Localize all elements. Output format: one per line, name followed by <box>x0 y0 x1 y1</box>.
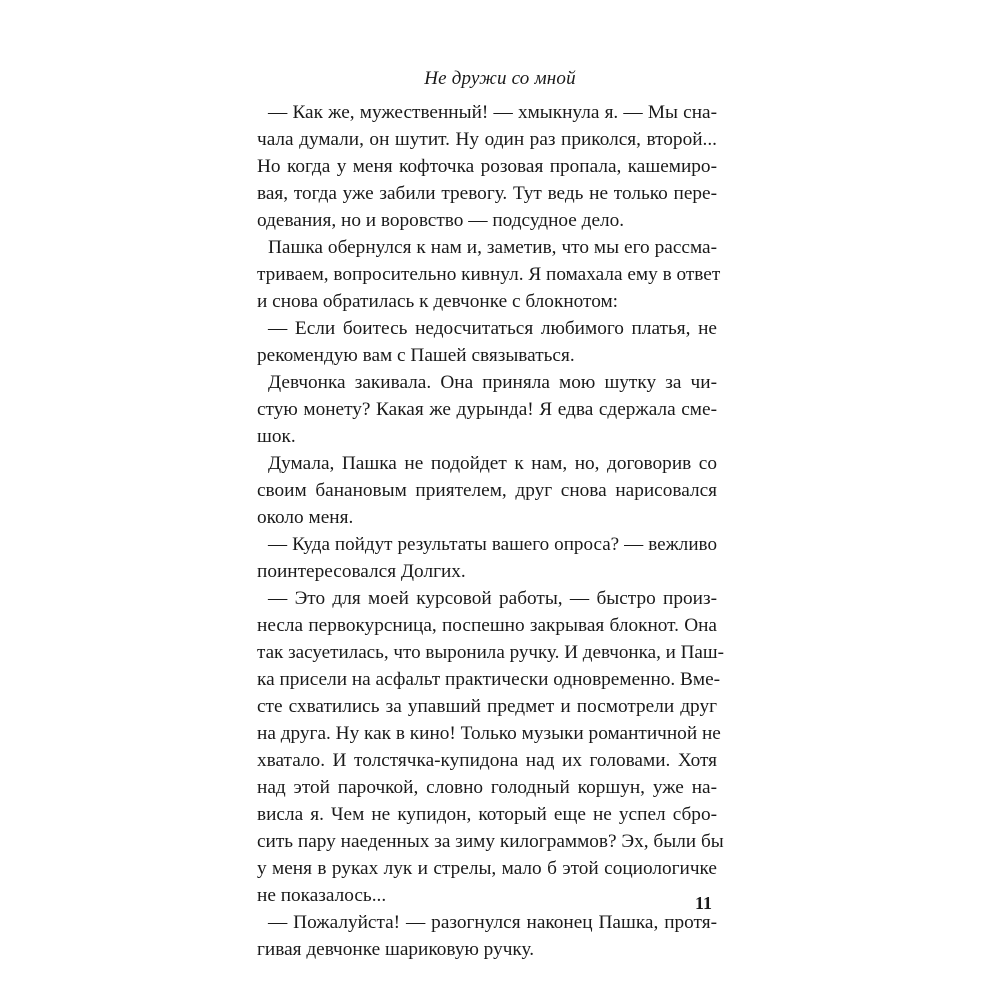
text-line: Но когда у меня кофточка розовая пропала, кашемиро- <box>257 156 717 177</box>
text-line: около меня. <box>257 507 354 528</box>
text-line: так засуетилась, что выронила ручку. И девчонка, и Паш- <box>257 642 724 663</box>
text-line: чала думали, он шутит. Ну один раз приколся, второй... <box>257 129 717 150</box>
text-line: — Если боитесь недосчитаться любимого платья, не <box>268 318 717 339</box>
text-line: не показалось... <box>257 885 387 906</box>
text-line: Думала, Пашка не подойдет к нам, но, договорив со <box>268 453 717 474</box>
text-line: — Как же, мужественный! — хмыкнула я. — Мы сна- <box>268 102 717 123</box>
text-line: на друга. Ну как в кино! Только музыки романтичной не <box>257 723 721 744</box>
text-line: рекомендую вам с Пашей связываться. <box>257 345 575 366</box>
text-line: гивая девчонке шариковую ручку. <box>257 939 535 960</box>
text-line: — Это для моей курсовой работы, — быстро произ- <box>268 588 717 609</box>
text-line: одевания, но и воровство — подсудное дело. <box>257 210 625 231</box>
text-line: своим банановым приятелем, друг снова нарисовался <box>257 480 717 501</box>
text-line: шок. <box>257 426 296 447</box>
text-line: вая, тогда уже забили тревогу. Тут ведь не только пере- <box>257 183 717 204</box>
text-line: сте схватились за упавший предмет и посмотрели друг <box>257 696 717 717</box>
text-line: — Пожалуйста! — разогнулся наконец Пашка, протя- <box>268 912 717 933</box>
text-line: — Куда пойдут результаты вашего опроса? — вежливо <box>268 534 717 555</box>
text-line: и снова обратилась к девчонке с блокнотом: <box>257 291 619 312</box>
text-line: у меня в руках лук и стрелы, мало б этой социологичке <box>257 858 717 879</box>
text-line: несла первокурсница, поспешно закрывая блокнот. Она <box>257 615 717 636</box>
running-head: Не дружи со мной <box>424 68 576 89</box>
text-line: сить пару наеденных за зиму килограммов? Эх, были бы <box>257 831 724 852</box>
text-line: поинтересовался Долгих. <box>257 561 466 582</box>
text-line: над этой парочкой, словно голодный коршун, уже на- <box>257 777 717 798</box>
text-line: хватало. И толстячка-купидона над их головами. Хотя <box>257 750 717 771</box>
text-line: висла я. Чем не купидон, который еще не успел сбро- <box>257 804 717 825</box>
text-line: триваем, вопросительно кивнул. Я помахала ему в ответ <box>257 264 721 285</box>
text-line: ка присели на асфальт практически одновременно. Вме- <box>257 669 721 690</box>
body-text <box>257 99 724 963</box>
text-line: Девчонка закивала. Она приняла мою шутку за чи- <box>268 372 717 393</box>
text-line: Пашка обернулся к нам и, заметив, что мы его рассма- <box>268 237 717 258</box>
page-number: 11 <box>695 893 713 913</box>
text-line: стую монету? Какая же дурында! Я едва сдержала сме- <box>257 399 717 420</box>
